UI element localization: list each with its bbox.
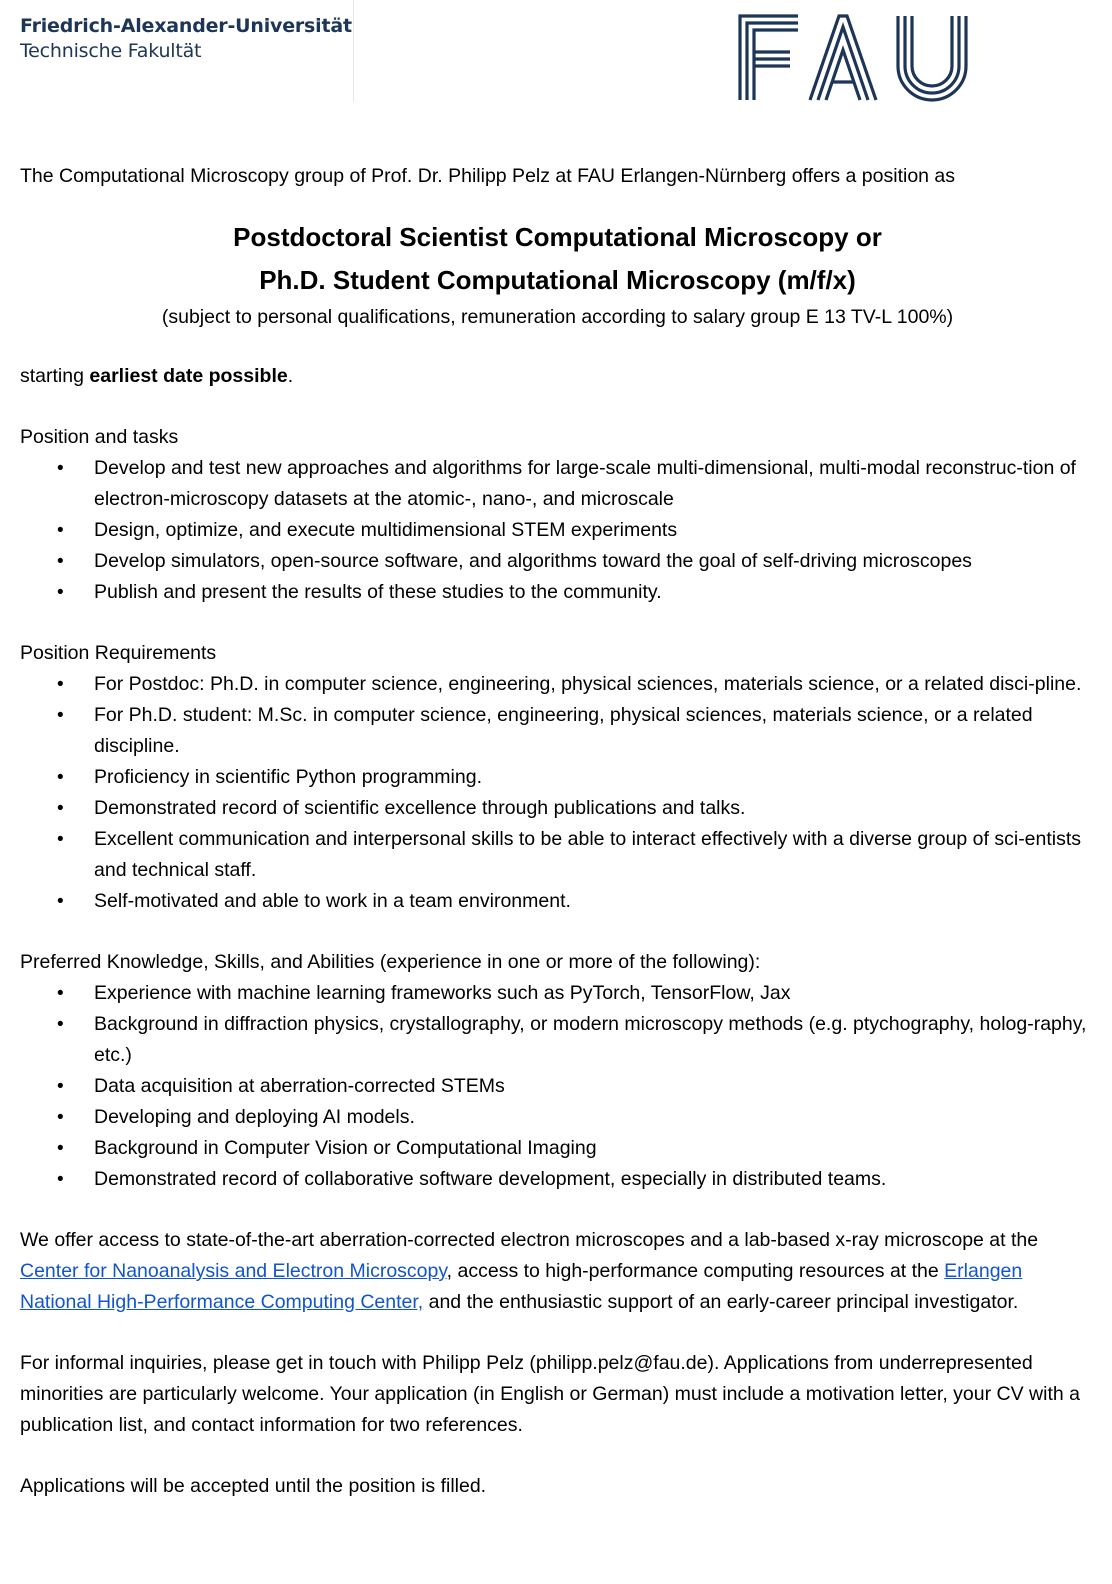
offer-text-1: We offer access to state-of-the-art aberration-corrected electron microscopes and a lab-based x-ray microscope at the xyxy=(20,1229,1039,1251)
tasks-list xyxy=(20,453,1095,608)
list-item: • Excellent communication and interpersonal skills to be able to interact effectively with a diverse group of sci-entists and technical staff. xyxy=(20,824,1095,886)
letterhead xyxy=(0,0,1112,110)
offer-text-3: and the enthusiastic support of an early-career principal investigator. xyxy=(423,1291,1019,1313)
preferred-heading: Preferred Knowledge, Skills, and Abilities (experience in one or more of the following): xyxy=(20,951,761,973)
fau-logo xyxy=(736,12,968,102)
start-date xyxy=(20,361,1095,392)
list-item: • Demonstrated record of scientific excellence through publications and talks. xyxy=(20,793,1095,824)
list-item: • Background in diffraction physics, crystallography, or modern microscopy methods (e.g. ptychography, holog-raphy, etc.) xyxy=(20,1009,1095,1071)
start-date-bold: earliest date possible xyxy=(89,365,288,387)
tasks-heading: Position and tasks xyxy=(20,426,179,448)
title-line-2: Ph.D. Student Computational Microscopy (m/f/x) xyxy=(259,265,856,295)
list-item: • Develop and test new approaches and algorithms for large-scale multi-dimensional, multi-modal reconstruc-tion of electron-microscopy datasets at the atomic-, nano-, and microscale xyxy=(20,453,1095,515)
job-posting xyxy=(20,161,1095,1502)
list-item: • Develop simulators, open-source software, and algorithms toward the goal of self-driving microscopes xyxy=(20,546,1095,577)
university-name: Friedrich-Alexander-Universität xyxy=(20,15,352,37)
list-item: • Background in Computer Vision or Computational Imaging xyxy=(20,1133,1095,1164)
cenem-link[interactable]: Center for Nanoanalysis and Electron Microscopy xyxy=(20,1260,447,1282)
header-divider xyxy=(353,0,354,102)
list-item: • Design, optimize, and execute multidimensional STEM experiments xyxy=(20,515,1095,546)
list-item: • Developing and deploying AI models. xyxy=(20,1102,1095,1133)
list-item: • Publish and present the results of these studies to the community. xyxy=(20,577,1095,608)
remuneration-note: (subject to personal qualifications, remuneration according to salary group E 13 TV-L 100%) xyxy=(161,306,954,328)
list-item: • Experience with machine learning frameworks such as PyTorch, TensorFlow, Jax xyxy=(20,978,1095,1009)
requirements-heading: Position Requirements xyxy=(20,642,217,664)
offer-text-2: , access to high-performance computing resources at the xyxy=(446,1260,945,1282)
faculty-name: Technische Fakultät xyxy=(20,40,202,62)
title-line-1: Postdoctoral Scientist Computational Microscopy or xyxy=(233,222,882,252)
list-item: • Demonstrated record of collaborative software development, especially in distributed teams. xyxy=(20,1164,1095,1195)
start-suffix: . xyxy=(287,365,294,387)
list-item: • For Ph.D. student: M.Sc. in computer science, engineering, physical sciences, materials science, or a related discipline. xyxy=(20,700,1095,762)
start-prefix: starting xyxy=(20,365,90,387)
list-item: • Proficiency in scientific Python programming. xyxy=(20,762,1095,793)
requirements-list xyxy=(20,669,1095,917)
intro-text: The Computational Microscopy group of Prof. Dr. Philipp Pelz at FAU Erlangen-Nürnberg offers a position as xyxy=(20,165,956,187)
closing-paragraph: Applications will be accepted until the position is filled. xyxy=(20,1475,487,1497)
list-item: • Self-motivated and able to work in a team environment. xyxy=(20,886,1095,917)
list-item: • For Postdoc: Ph.D. in computer science, engineering, physical sciences, materials science, or a related disci-pline. xyxy=(20,669,1095,700)
inquiries-paragraph: For informal inquiries, please get in touch with Philipp Pelz (philipp.pelz@fau.de). Applications from underrepresented minorities are particularly welcome. Your application (in English or German) must include a motivation letter, your CV with a publication list, and contact information for two references. xyxy=(20,1352,1080,1436)
nhr-link[interactable]: Erlangen National High-Performance Computing Center, xyxy=(20,1260,1023,1313)
list-item: • Data acquisition at aberration-corrected STEMs xyxy=(20,1071,1095,1102)
offer-paragraph xyxy=(20,1225,1095,1318)
preferred-list xyxy=(20,978,1095,1195)
